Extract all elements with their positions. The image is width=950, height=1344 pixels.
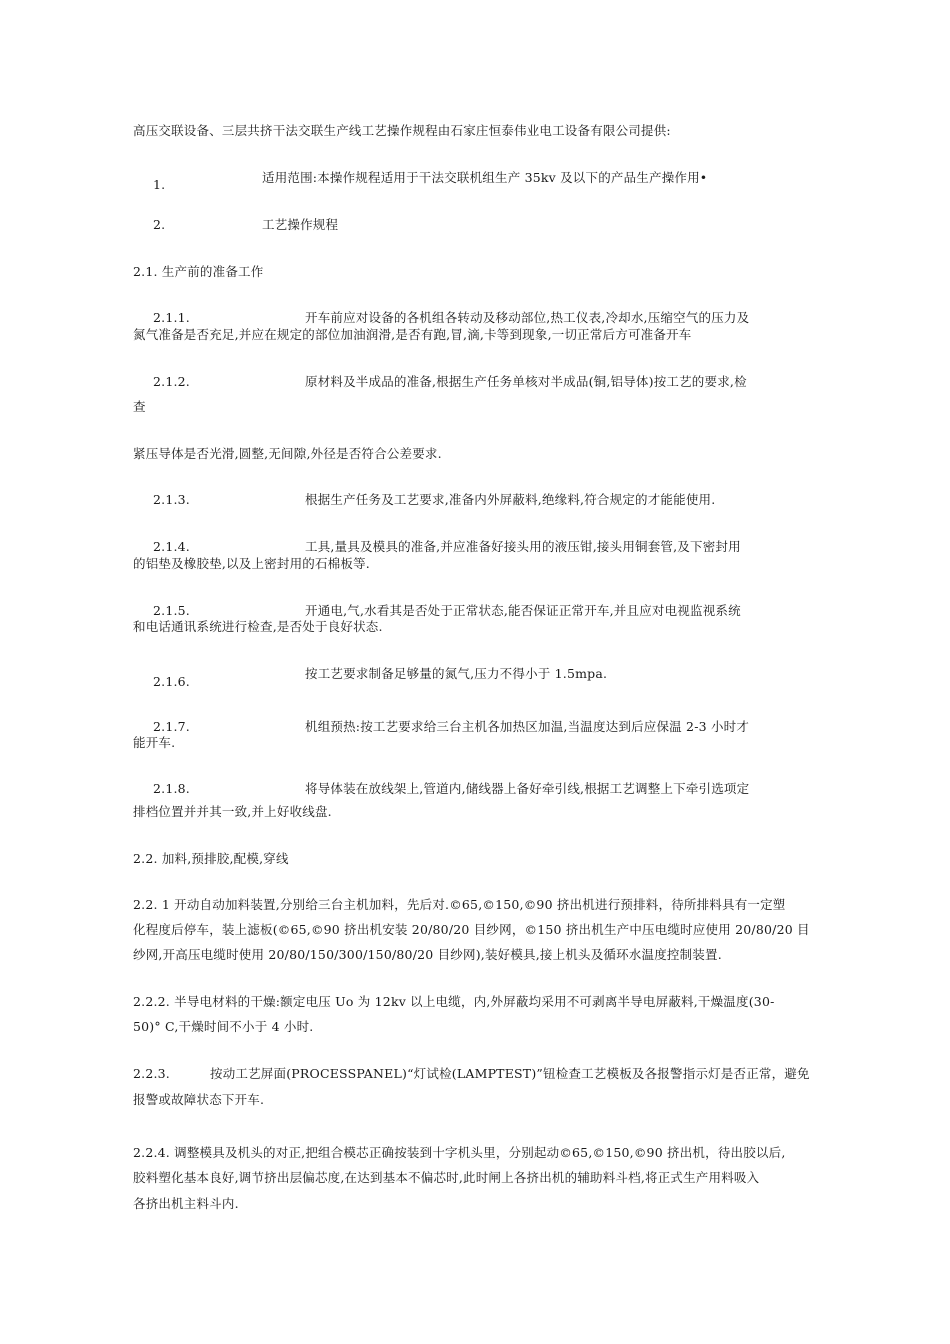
item-2-1-8-line-1: 将导体装在放线架上,管道内,储线器上备好牵引线,根据工艺调整上下牵引选项定 (305, 781, 750, 796)
item-2-2-4-line-2: 胶料塑化基本良好,调节挤出层偏芯度,在达到基本不偏芯时,此时闸上各挤出机的辅助料斗档,将正式生产用料吸入 (133, 1170, 760, 1185)
item-2-1-7-number: 2.1.7. (153, 719, 190, 734)
item-2-1-5-number: 2.1.5. (153, 603, 190, 618)
item-2-1-8-number: 2.1.8. (153, 781, 190, 796)
item-2-1-6-number: 2.1.6. (153, 674, 190, 689)
item-2-1-1-line-1: 开车前应对设备的各机组各转动及移动部位,热工仪表,冷却水,压缩空气的压力及 (305, 310, 750, 325)
section-2-title: 工艺操作规程 (262, 217, 339, 232)
item-2-1-2-line-1: 原材料及半成品的准备,根据生产任务单核对半成品(铜,铝导体)按工艺的要求,检 (305, 374, 747, 389)
item-2-1-6-text: 按工艺要求制备足够量的氮气,压力不得小于 1.5mpa. (305, 666, 608, 681)
item-2-1-2-number: 2.1.2. (153, 374, 190, 389)
item-2-1-4-number: 2.1.4. (153, 539, 190, 554)
intro-line: 高压交联设备、三层共挤干法交联生产线工艺操作规程由石家庄恒泰伟业电工设备有限公司提供: (133, 123, 671, 138)
item-2-1-3-number: 2.1.3. (153, 492, 190, 507)
item-2-1-8-line-2: 排档位置并并其一致,并上好收线盘. (133, 804, 332, 819)
item-2-2-1-line-2: 化程度后停车，装上滤板(©65,©90 挤出机安装 20/80/20 目纱网，©150 挤出机生产中压电缆时应使用 20/80/20 目 (133, 922, 810, 937)
item-2-1-5-line-1: 开通电,气,水看其是否处于正常状态,能否保证正常开车,并且应对电视监视系统 (305, 603, 741, 618)
item-2-1-4-line-2: 的铝垫及橡胶垫,以及上密封用的石棉板等. (133, 556, 370, 571)
item-2-1-2-line-3: 紧压导体是否光滑,圆整,无间隙,外径是否符合公差要求. (133, 446, 442, 461)
item-2-1-2-line-2: 查 (133, 399, 146, 414)
item-2-1-5-line-2: 和电话通讯系统进行检查,是否处于良好状态. (133, 619, 383, 634)
item-2-1-1-line-2: 氮气准备是否充足,并应在规定的部位加油润滑,是否有跑,冒,滴,卡等到现象,一切正常后方可准备开车 (133, 327, 692, 342)
item-2-2-1-line-1: 2.2. 1 开动自动加料装置,分别给三台主机加料，先后对.©65,©150,©90 挤出机进行预排料，待所排料具有一定塑 (133, 897, 786, 912)
item-2-2-3-line-1: 按动工艺屏面(PROCESSPANEL)“灯试检(LAMPTEST)”钮检查工艺模板及各报警指示灯是否正常，避免 (210, 1066, 810, 1081)
section-1-text: 适用范围:本操作规程适用于干法交联机组生产 35kv 及以下的产品生产操作用• (262, 170, 708, 185)
item-2-2-1-line-3: 纱网,开高压电缆时使用 20/80/150/300/150/80/20 目纱网),装好模具,接上机头及循环水温度控制装置. (133, 947, 722, 962)
item-2-2-4-line-1: 2.2.4. 调整模具及机头的对正,把组合模芯正确按装到十字机头里，分别起动©65,©150,©90 挤出机，待出胶以后, (133, 1145, 786, 1160)
section-1-number: 1. (153, 177, 166, 192)
item-2-1-1-number: 2.1.1. (153, 310, 190, 325)
section-2-number: 2. (153, 217, 166, 232)
item-2-1-7-line-1: 机组预热:按工艺要求给三台主机各加热区加温,当温度达到后应保温 2-3 小时才 (305, 719, 750, 734)
section-2-2-heading: 2.2. 加料,预排胶,配模,穿线 (133, 851, 289, 866)
item-2-2-2-line-1: 2.2.2. 半导电材料的干燥:额定电压 Uo 为 12kv 以上电缆，内,外屏蔽均采用不可剥离半导电屏蔽料,干燥温度(30- (133, 994, 775, 1009)
item-2-1-7-line-2: 能开车. (133, 735, 176, 750)
section-2-1-heading: 2.1. 生产前的准备工作 (133, 264, 264, 279)
item-2-2-2-line-2: 50)° C,干燥时间不小于 4 小时. (133, 1019, 314, 1034)
item-2-2-3-number: 2.2.3. (133, 1066, 170, 1081)
item-2-1-3-text: 根据生产任务及工艺要求,准备内外屏蔽料,绝缘料,符合规定的才能能使用. (305, 492, 716, 507)
item-2-2-4-line-3: 各挤出机主料斗内. (133, 1196, 239, 1211)
item-2-1-4-line-1: 工具,量具及模具的准备,并应准备好接头用的液压钳,接头用铜套管,及下密封用 (305, 539, 741, 554)
item-2-2-3-line-2: 报警或故障状态下开车. (133, 1092, 265, 1107)
